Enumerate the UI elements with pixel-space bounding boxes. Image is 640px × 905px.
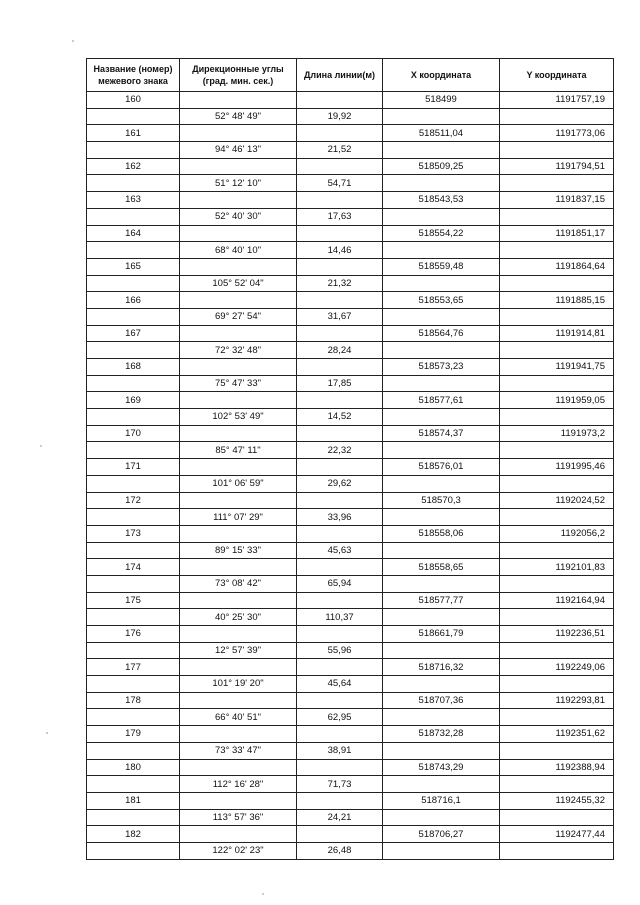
empty-cell xyxy=(180,225,297,242)
point-x: 518554,22 xyxy=(383,225,500,242)
segment-angle: 40° 25' 30" xyxy=(180,609,297,626)
point-row xyxy=(87,125,614,142)
segment-row xyxy=(87,175,614,192)
empty-cell xyxy=(297,92,383,109)
segment-length: 14,52 xyxy=(297,409,383,426)
point-name: 177 xyxy=(87,659,180,676)
empty-cell xyxy=(297,125,383,142)
point-name: 179 xyxy=(87,726,180,743)
point-y: 1192455,32 xyxy=(500,792,614,809)
point-y: 1191973,2 xyxy=(500,425,614,442)
empty-cell xyxy=(500,742,614,759)
point-row xyxy=(87,425,614,442)
empty-cell xyxy=(180,258,297,275)
segment-length: 21,32 xyxy=(297,275,383,292)
point-name: 170 xyxy=(87,425,180,442)
empty-cell xyxy=(383,175,500,192)
empty-cell xyxy=(297,225,383,242)
empty-cell xyxy=(500,809,614,826)
point-name: 171 xyxy=(87,459,180,476)
empty-cell xyxy=(180,659,297,676)
point-row xyxy=(87,659,614,676)
empty-cell xyxy=(383,509,500,526)
point-row xyxy=(87,692,614,709)
point-x: 518716,1 xyxy=(383,792,500,809)
segment-angle: 75° 47' 33" xyxy=(180,375,297,392)
point-y: 1191773,06 xyxy=(500,125,614,142)
empty-cell xyxy=(180,826,297,843)
empty-cell xyxy=(87,742,180,759)
empty-cell xyxy=(383,242,500,259)
segment-length: 19,92 xyxy=(297,108,383,125)
segment-angle: 51° 12' 10" xyxy=(180,175,297,192)
point-name: 180 xyxy=(87,759,180,776)
empty-cell xyxy=(297,192,383,209)
empty-cell xyxy=(500,776,614,793)
segment-row xyxy=(87,642,614,659)
segment-length: 71,73 xyxy=(297,776,383,793)
segment-length: 110,37 xyxy=(297,609,383,626)
empty-cell xyxy=(87,142,180,159)
empty-cell xyxy=(87,208,180,225)
point-y: 1192249,06 xyxy=(500,659,614,676)
point-row xyxy=(87,759,614,776)
empty-cell xyxy=(383,108,500,125)
empty-cell xyxy=(180,792,297,809)
point-x: 518732,28 xyxy=(383,726,500,743)
point-row xyxy=(87,525,614,542)
empty-cell xyxy=(180,592,297,609)
segment-length: 38,91 xyxy=(297,742,383,759)
empty-cell xyxy=(180,425,297,442)
empty-cell xyxy=(383,676,500,693)
point-y: 1191885,15 xyxy=(500,292,614,309)
point-y: 1192477,44 xyxy=(500,826,614,843)
segment-angle: 72° 32' 48" xyxy=(180,342,297,359)
empty-cell xyxy=(383,575,500,592)
empty-cell xyxy=(87,676,180,693)
segment-row xyxy=(87,142,614,159)
segment-angle: 112° 16' 28" xyxy=(180,776,297,793)
point-y: 1191757,19 xyxy=(500,92,614,109)
point-y: 1192164,94 xyxy=(500,592,614,609)
point-x: 518574,37 xyxy=(383,425,500,442)
segment-row xyxy=(87,609,614,626)
table-body xyxy=(87,92,614,860)
segment-angle: 68° 40' 10" xyxy=(180,242,297,259)
segment-angle: 105° 52' 04" xyxy=(180,275,297,292)
segment-length: 17,63 xyxy=(297,208,383,225)
segment-row xyxy=(87,108,614,125)
empty-cell xyxy=(297,392,383,409)
scan-speck xyxy=(40,445,42,447)
point-name: 172 xyxy=(87,492,180,509)
point-row xyxy=(87,292,614,309)
empty-cell xyxy=(297,559,383,576)
segment-row xyxy=(87,275,614,292)
empty-cell xyxy=(297,692,383,709)
point-y: 1192388,94 xyxy=(500,759,614,776)
point-row xyxy=(87,626,614,643)
point-row xyxy=(87,826,614,843)
empty-cell xyxy=(87,242,180,259)
point-name: 165 xyxy=(87,258,180,275)
point-x: 518570,3 xyxy=(383,492,500,509)
empty-cell xyxy=(297,726,383,743)
empty-cell xyxy=(383,776,500,793)
empty-cell xyxy=(500,842,614,859)
empty-cell xyxy=(297,258,383,275)
point-y: 1191864,64 xyxy=(500,258,614,275)
empty-cell xyxy=(297,759,383,776)
point-name: 160 xyxy=(87,92,180,109)
segment-angle: 66° 40' 51" xyxy=(180,709,297,726)
empty-cell xyxy=(180,158,297,175)
segment-angle: 101° 19' 20" xyxy=(180,676,297,693)
empty-cell xyxy=(500,108,614,125)
point-name: 175 xyxy=(87,592,180,609)
point-name: 169 xyxy=(87,392,180,409)
empty-cell xyxy=(87,509,180,526)
empty-cell xyxy=(500,208,614,225)
empty-cell xyxy=(180,92,297,109)
empty-cell xyxy=(180,559,297,576)
empty-cell xyxy=(180,192,297,209)
segment-row xyxy=(87,509,614,526)
segment-length: 22,32 xyxy=(297,442,383,459)
point-x: 518558,06 xyxy=(383,525,500,542)
point-x: 518706,27 xyxy=(383,826,500,843)
empty-cell xyxy=(180,726,297,743)
empty-cell xyxy=(383,409,500,426)
segment-row xyxy=(87,308,614,325)
segment-length: 65,94 xyxy=(297,575,383,592)
segment-row xyxy=(87,409,614,426)
segment-length: 26,48 xyxy=(297,842,383,859)
point-row xyxy=(87,459,614,476)
empty-cell xyxy=(297,425,383,442)
empty-cell xyxy=(297,359,383,376)
empty-cell xyxy=(500,375,614,392)
point-x: 518573,23 xyxy=(383,359,500,376)
empty-cell xyxy=(87,442,180,459)
empty-cell xyxy=(180,325,297,342)
empty-cell xyxy=(383,542,500,559)
empty-cell xyxy=(383,475,500,492)
point-x: 518707,36 xyxy=(383,692,500,709)
empty-cell xyxy=(500,242,614,259)
point-name: 176 xyxy=(87,626,180,643)
empty-cell xyxy=(500,642,614,659)
segment-angle: 12° 57' 39" xyxy=(180,642,297,659)
segment-row xyxy=(87,242,614,259)
point-row xyxy=(87,192,614,209)
empty-cell xyxy=(297,292,383,309)
empty-cell xyxy=(500,275,614,292)
empty-cell xyxy=(87,275,180,292)
point-name: 174 xyxy=(87,559,180,576)
empty-cell xyxy=(87,409,180,426)
point-y: 1191794,51 xyxy=(500,158,614,175)
empty-cell xyxy=(500,442,614,459)
segment-row xyxy=(87,742,614,759)
empty-cell xyxy=(383,709,500,726)
point-y: 1192293,81 xyxy=(500,692,614,709)
point-y: 1192024,52 xyxy=(500,492,614,509)
segment-angle: 122° 02' 23" xyxy=(180,842,297,859)
segment-row xyxy=(87,342,614,359)
point-name: 167 xyxy=(87,325,180,342)
empty-cell xyxy=(500,175,614,192)
empty-cell xyxy=(87,342,180,359)
point-row xyxy=(87,592,614,609)
empty-cell xyxy=(87,542,180,559)
empty-cell xyxy=(180,492,297,509)
empty-cell xyxy=(500,475,614,492)
empty-cell xyxy=(297,826,383,843)
segment-angle: 52° 40' 30" xyxy=(180,208,297,225)
point-name: 168 xyxy=(87,359,180,376)
segment-row xyxy=(87,208,614,225)
point-row xyxy=(87,559,614,576)
segment-length: 14,46 xyxy=(297,242,383,259)
empty-cell xyxy=(500,142,614,159)
segment-angle: 69° 27' 54" xyxy=(180,308,297,325)
table-header-row xyxy=(87,59,614,92)
point-row xyxy=(87,225,614,242)
empty-cell xyxy=(297,158,383,175)
point-x: 518716,32 xyxy=(383,659,500,676)
empty-cell xyxy=(87,776,180,793)
point-x: 518543,53 xyxy=(383,192,500,209)
point-x: 518558,65 xyxy=(383,559,500,576)
scan-speck xyxy=(46,732,48,734)
point-x: 518564,76 xyxy=(383,325,500,342)
empty-cell xyxy=(297,659,383,676)
empty-cell xyxy=(180,392,297,409)
scan-speck xyxy=(72,40,74,42)
header-x: X координата xyxy=(383,59,500,92)
empty-cell xyxy=(500,575,614,592)
point-row xyxy=(87,158,614,175)
segment-length: 17,85 xyxy=(297,375,383,392)
empty-cell xyxy=(87,709,180,726)
point-y: 1191995,46 xyxy=(500,459,614,476)
segment-row xyxy=(87,676,614,693)
segment-row xyxy=(87,842,614,859)
segment-length: 21,52 xyxy=(297,142,383,159)
point-name: 162 xyxy=(87,158,180,175)
header-length: Длина линии(м) xyxy=(297,59,383,92)
point-y: 1191851,17 xyxy=(500,225,614,242)
point-name: 164 xyxy=(87,225,180,242)
header-angles: Дирекционные углы (град. мин. сек.) xyxy=(180,59,297,92)
empty-cell xyxy=(500,409,614,426)
point-row xyxy=(87,492,614,509)
segment-angle: 73° 33' 47" xyxy=(180,742,297,759)
point-y: 1191959,05 xyxy=(500,392,614,409)
point-x: 518511,04 xyxy=(383,125,500,142)
segment-angle: 85° 47' 11" xyxy=(180,442,297,459)
empty-cell xyxy=(180,459,297,476)
segment-angle: 73° 08' 42" xyxy=(180,575,297,592)
empty-cell xyxy=(500,609,614,626)
segment-angle: 101° 06' 59" xyxy=(180,475,297,492)
segment-length: 29,62 xyxy=(297,475,383,492)
point-x: 518661,79 xyxy=(383,626,500,643)
point-row xyxy=(87,792,614,809)
empty-cell xyxy=(500,509,614,526)
empty-cell xyxy=(87,809,180,826)
segment-row xyxy=(87,542,614,559)
empty-cell xyxy=(383,375,500,392)
point-x: 518743,29 xyxy=(383,759,500,776)
segment-row xyxy=(87,709,614,726)
segment-length: 28,24 xyxy=(297,342,383,359)
header-name: Название (номер) межевого знака xyxy=(87,59,180,92)
empty-cell xyxy=(500,308,614,325)
empty-cell xyxy=(383,642,500,659)
segment-length: 55,96 xyxy=(297,642,383,659)
empty-cell xyxy=(87,642,180,659)
point-name: 173 xyxy=(87,525,180,542)
segment-length: 31,67 xyxy=(297,308,383,325)
segment-length: 45,64 xyxy=(297,676,383,693)
point-y: 1192101,83 xyxy=(500,559,614,576)
segment-length: 33,96 xyxy=(297,509,383,526)
point-y: 1191914,81 xyxy=(500,325,614,342)
empty-cell xyxy=(500,709,614,726)
segment-row xyxy=(87,575,614,592)
empty-cell xyxy=(383,308,500,325)
empty-cell xyxy=(87,375,180,392)
point-name: 178 xyxy=(87,692,180,709)
empty-cell xyxy=(383,809,500,826)
point-row xyxy=(87,359,614,376)
segment-row xyxy=(87,776,614,793)
empty-cell xyxy=(87,575,180,592)
point-x: 518509,25 xyxy=(383,158,500,175)
empty-cell xyxy=(500,542,614,559)
empty-cell xyxy=(297,459,383,476)
point-y: 1192236,51 xyxy=(500,626,614,643)
point-name: 166 xyxy=(87,292,180,309)
empty-cell xyxy=(180,125,297,142)
empty-cell xyxy=(87,609,180,626)
empty-cell xyxy=(180,759,297,776)
segment-angle: 111° 07' 29" xyxy=(180,509,297,526)
segment-row xyxy=(87,809,614,826)
point-x: 518577,61 xyxy=(383,392,500,409)
empty-cell xyxy=(383,208,500,225)
point-x: 518559,48 xyxy=(383,258,500,275)
header-y: Y координата xyxy=(500,59,614,92)
segment-length: 24,21 xyxy=(297,809,383,826)
segment-length: 54,71 xyxy=(297,175,383,192)
point-name: 181 xyxy=(87,792,180,809)
empty-cell xyxy=(87,308,180,325)
empty-cell xyxy=(500,342,614,359)
empty-cell xyxy=(87,108,180,125)
point-x: 518576,01 xyxy=(383,459,500,476)
empty-cell xyxy=(383,609,500,626)
empty-cell xyxy=(383,342,500,359)
segment-angle: 52° 48' 49" xyxy=(180,108,297,125)
empty-cell xyxy=(180,692,297,709)
point-y: 1192056,2 xyxy=(500,525,614,542)
empty-cell xyxy=(180,525,297,542)
point-row xyxy=(87,392,614,409)
empty-cell xyxy=(297,492,383,509)
segment-angle: 89° 15' 33" xyxy=(180,542,297,559)
empty-cell xyxy=(180,626,297,643)
segment-angle: 102° 53' 49" xyxy=(180,409,297,426)
empty-cell xyxy=(297,626,383,643)
empty-cell xyxy=(383,275,500,292)
segment-row xyxy=(87,442,614,459)
empty-cell xyxy=(383,742,500,759)
segment-angle: 94° 46' 13" xyxy=(180,142,297,159)
empty-cell xyxy=(297,325,383,342)
empty-cell xyxy=(383,142,500,159)
empty-cell xyxy=(500,676,614,693)
point-y: 1191941,75 xyxy=(500,359,614,376)
point-name: 182 xyxy=(87,826,180,843)
empty-cell xyxy=(180,292,297,309)
point-row xyxy=(87,258,614,275)
segment-row xyxy=(87,375,614,392)
point-row xyxy=(87,325,614,342)
point-row xyxy=(87,92,614,109)
point-x: 518553,65 xyxy=(383,292,500,309)
point-y: 1191837,15 xyxy=(500,192,614,209)
point-x: 518499 xyxy=(383,92,500,109)
boundary-coordinates-table xyxy=(86,58,614,860)
empty-cell xyxy=(87,175,180,192)
scan-speck xyxy=(262,893,264,895)
empty-cell xyxy=(180,359,297,376)
empty-cell xyxy=(383,442,500,459)
empty-cell xyxy=(297,525,383,542)
point-y: 1192351,62 xyxy=(500,726,614,743)
segment-length: 62,95 xyxy=(297,709,383,726)
segment-angle: 113° 57' 36" xyxy=(180,809,297,826)
point-row xyxy=(87,726,614,743)
point-name: 163 xyxy=(87,192,180,209)
empty-cell xyxy=(297,592,383,609)
point-name: 161 xyxy=(87,125,180,142)
empty-cell xyxy=(297,792,383,809)
empty-cell xyxy=(87,475,180,492)
segment-length: 45,63 xyxy=(297,542,383,559)
empty-cell xyxy=(87,842,180,859)
empty-cell xyxy=(383,842,500,859)
point-x: 518577,77 xyxy=(383,592,500,609)
segment-row xyxy=(87,475,614,492)
